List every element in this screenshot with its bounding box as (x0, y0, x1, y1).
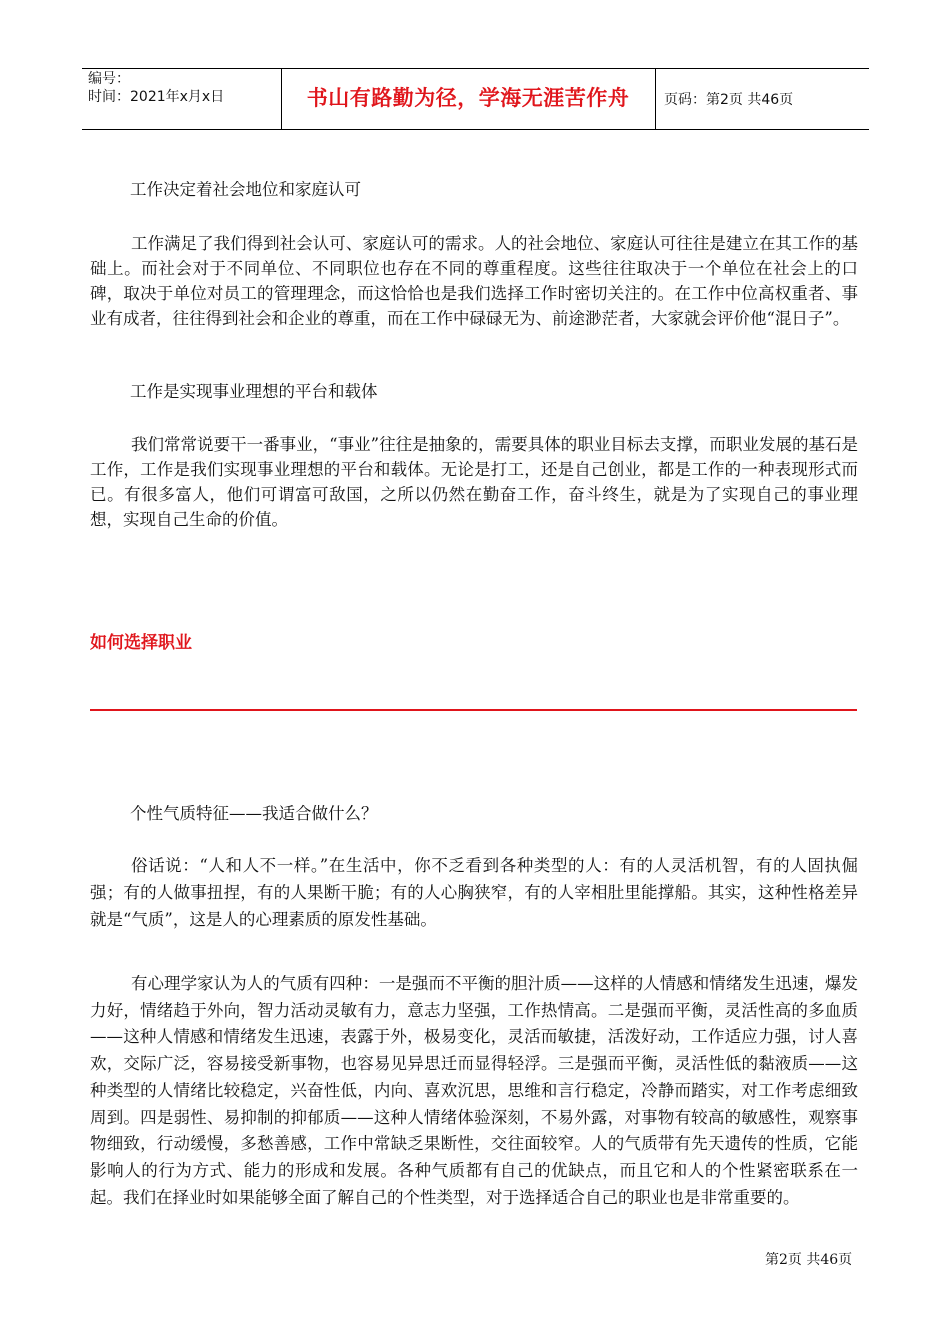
paragraph-four-temperaments: 有心理学家认为人的气质有四种：一是强而不平衡的胆汁质——这样的人情感和情绪发生迅速，爆发力好，情绪趋于外向，智力活动灵敏有力，意志力坚强，工作热情高。二是强而平衡，灵活性高的多血质——这种人情感和情绪发生迅速，表露于外，极易变化，灵活而敏捷，活泼好动，工作适应力强，讨人喜欢，交际广泛，容易接受新事物，也容易见异思迁而显得轻浮。三是强而平衡，灵活性低的黏液质——这种类型的人情绪比较稳定，兴奋性低，内向、喜欢沉思，思维和言行稳定，冷静而踏实，对工作考虑细致周到。四是弱性、易抑制的抑郁质——这种人情绪体验深刻，不易外露，对事物有较高的敏感性，观察事物细致，行动缓慢，多愁善感，工作中常缺乏果断性，交往面较窄。人的气质带有先天遗传的性质，它能影响人的行为方式、能力的形成和发展。各种气质都有自己的优缺点，而且它和人的个性紧密联系在一起。我们在择业时如果能够全面了解自己的个性类型，对于选择适合自己的职业也是非常重要的。 (90, 974, 858, 1207)
header-motto: 书山有路勤为径，学海无涯苦作舟 (306, 86, 630, 110)
header-time-label: 时间：2021年x月x日 (88, 89, 225, 105)
paragraph-social-recognition: 工作满足了我们得到社会认可、家庭认可的需求。人的社会地位、家庭认可往往是建立在其工作的基础上。而社会对于不同单位、不同职位也存在不同的尊重程度。这些往往取决于一个单位在社会上的口碑，取决于单位对员工的管理理念，而这恰恰也是我们选择工作时密切关注的。在工作中位高权重者、事业有成者，往往得到社会和企业的尊重，而在工作中碌碌无为、前途渺茫者，大家就会评价他“混日子”。 (90, 234, 858, 328)
header-number-label: 编号： (88, 71, 130, 87)
paragraph-personality-differences: 俗话说：“人和人不一样。”在生活中，你不乏看到各种类型的人：有的人灵活机智，有的人固执倔强；有的人做事扭捏，有的人果断干脆；有的人心胸狭窄，有的人宰相肚里能撑船。其实，这种性格差异就是“气质”，这是人的心理素质的原发性基础。 (90, 856, 858, 929)
section-divider (90, 709, 857, 711)
header-top-rule (82, 68, 869, 69)
header-page-info: 页码：第2页 共46页 (664, 92, 794, 108)
header-divider-right (655, 68, 656, 130)
header-bottom-rule (82, 129, 869, 130)
subheading-social-status: 工作决定着社会地位和家庭认可 (130, 180, 361, 199)
footer-page-info: 第2页 共46页 (765, 1252, 853, 1268)
header-divider-left (281, 68, 282, 130)
subheading-career-platform: 工作是实现事业理想的平台和载体 (130, 382, 378, 401)
section-title: 如何选择职业 (90, 633, 192, 653)
header-meta (88, 70, 224, 106)
paragraph-career-ideal: 我们常常说要干一番事业，“事业”往往是抽象的，需要具体的职业目标去支撑，而职业发展的基石是工作，工作是我们实现事业理想的平台和载体。无论是打工，还是自己创业，都是工作的一种表现形式而已。有很多富人，他们可谓富可敌国，之所以仍然在勤奋工作，奋斗终生，就是为了实现自己的事业理想，实现自己生命的价值。 (90, 435, 858, 529)
subheading-temperament: 个性气质特征——我适合做什么？ (130, 804, 378, 823)
